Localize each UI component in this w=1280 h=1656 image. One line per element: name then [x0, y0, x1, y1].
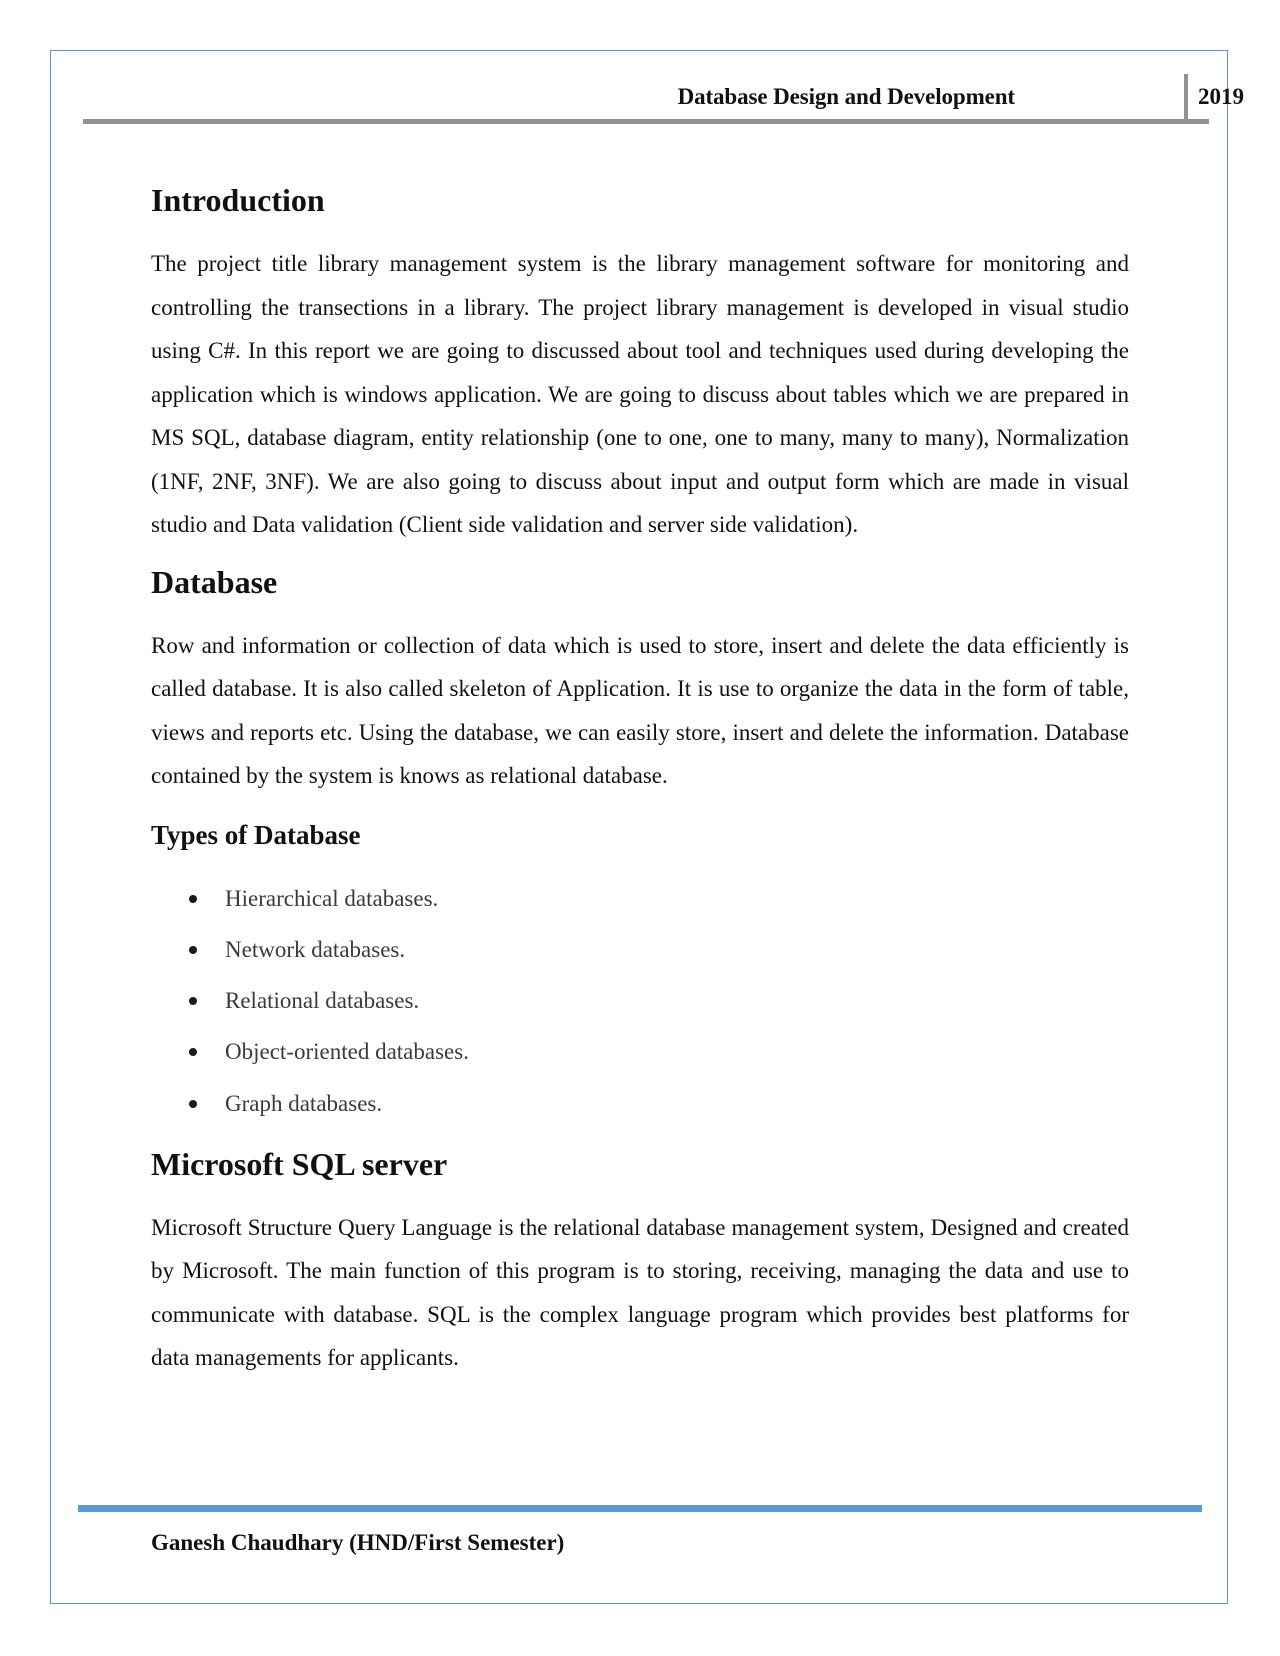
bullet-icon	[189, 1048, 197, 1056]
page-header	[83, 74, 1244, 124]
types-of-database-heading: Types of Database	[151, 819, 361, 850]
microsoft-sql-server-heading: Microsoft SQL server	[151, 1145, 448, 1182]
section-database	[151, 562, 1129, 798]
list-item	[151, 1078, 1129, 1129]
header-rule	[83, 119, 1209, 124]
list-item	[151, 924, 1129, 975]
list-item-label: Network databases.	[225, 936, 406, 962]
introduction-paragraph: The project title library management system is the library management software for monitoring and controlling the transections in a library. The project library management is developed in visual studio using C#. In this report we are going to discussed about tool and techniques used during developing the application which is windows application. We are going to discuss about tables which we are prepared in MS SQL, database diagram, entity relationship (one to one, one to many, many to many), Normalization (1NF, 2NF, 3NF). We are also going to discuss about input and output form which are made in visual studio and Data validation (Client side validation and server side validation).	[151, 251, 1129, 537]
header-title: Database Design and Development	[677, 84, 1015, 109]
database-paragraph: Row and information or collection of data which is used to store, insert and delete the data efficiently is called database. It is also called skeleton of Application. It is use to organize the data in the form of table, views and reports etc. Using the database, we can easily store, insert and delete the information. Database contained by the system is knows as relational database.	[151, 632, 1129, 788]
list-item-label: Relational databases.	[225, 988, 420, 1014]
page-content	[151, 180, 1129, 1380]
list-item-label: Object-oriented databases.	[225, 1039, 469, 1065]
introduction-heading: Introduction	[151, 182, 325, 218]
list-item-label: Hierarchical databases.	[225, 885, 439, 911]
list-item	[151, 975, 1129, 1026]
header-year: 2019	[1198, 84, 1244, 109]
section-introduction	[151, 180, 1129, 547]
database-types-list	[151, 873, 1129, 1129]
footer-rule	[78, 1505, 1202, 1512]
header-divider	[1184, 74, 1188, 122]
microsoft-sql-server-paragraph: Microsoft Structure Query Language is the relational database management system, Designed and created by Microsoft. The main function of this program is to storing, receiving, managing the data and use to communicate with database. SQL is the complex language program which provides best platforms for data managements for applicants.	[151, 1214, 1129, 1371]
section-microsoft-sql-server	[151, 1144, 1129, 1380]
bullet-icon	[189, 1100, 197, 1108]
list-item	[151, 873, 1129, 924]
section-types-of-database	[151, 817, 1129, 1129]
list-item-label: Graph databases.	[225, 1090, 383, 1116]
bullet-icon	[189, 946, 197, 954]
database-heading: Database	[151, 563, 278, 600]
footer-author: Ganesh Chaudhary (HND/First Semester)	[151, 1530, 565, 1555]
bullet-icon	[189, 895, 197, 903]
list-item	[151, 1026, 1129, 1077]
bullet-icon	[189, 997, 197, 1005]
